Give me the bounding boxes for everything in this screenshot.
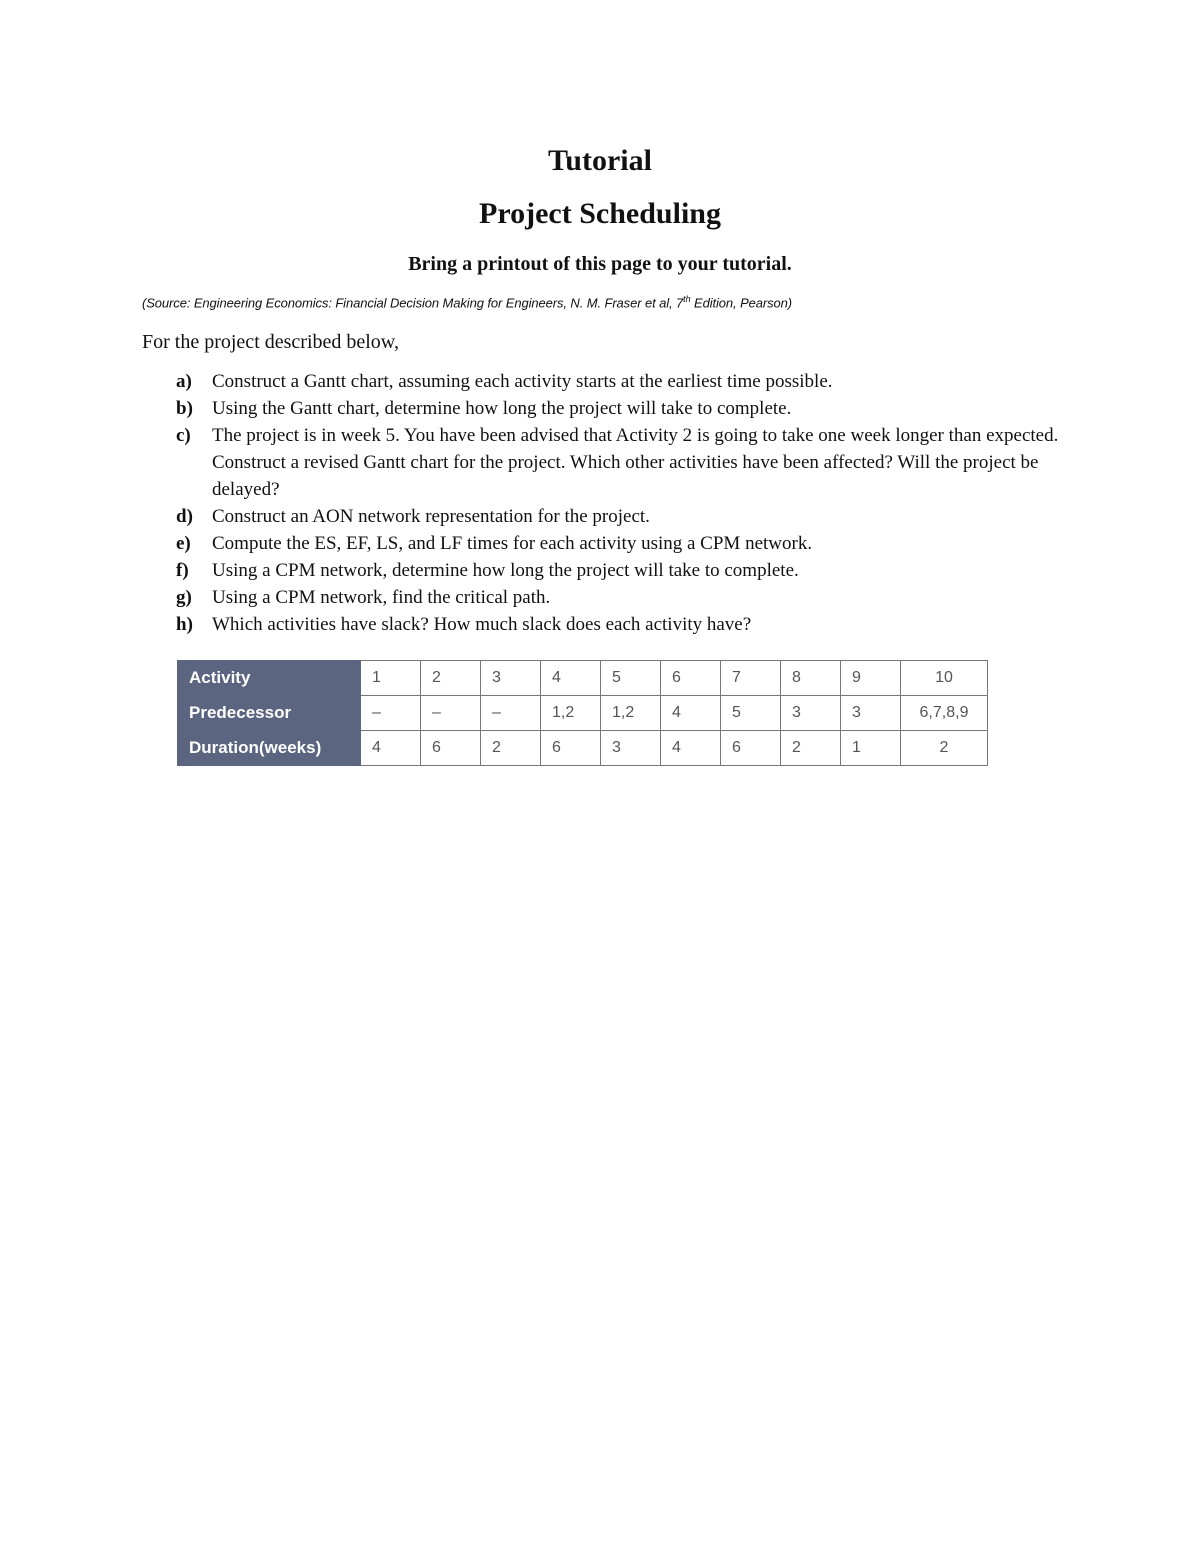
question-letter: g) — [176, 587, 192, 608]
page-title: Tutorial — [548, 144, 652, 177]
question-text: Using the Gantt chart, determine how long the project will take to complete. — [212, 398, 792, 419]
table-cell: 1 — [841, 731, 901, 766]
table-row-predecessor — [178, 696, 988, 731]
table-cell: 6 — [541, 731, 601, 766]
table-cell: 2 — [781, 731, 841, 766]
source-text-end: Edition, Pearson) — [690, 295, 793, 311]
table-cell: 6,7,8,9 — [901, 696, 988, 731]
page-subtitle: Project Scheduling — [479, 197, 721, 230]
table-row-activity — [178, 661, 988, 696]
question-text: The project is in week 5. You have been advised that Activity 2 is going to take one week longer than expected. Construct a revised Gantt chart for the project. Which other activities have been affected? Will the project be delayed? — [212, 425, 1059, 500]
table-cell: 6 — [661, 661, 721, 696]
source-superscript: th — [683, 294, 691, 304]
question-item — [176, 368, 1066, 395]
table-cell: 9 — [841, 661, 901, 696]
question-item — [176, 395, 1066, 422]
table-cell: 2 — [421, 661, 481, 696]
table-cell: 6 — [721, 731, 781, 766]
question-list — [176, 368, 1066, 638]
question-text: Which activities have slack? How much slack does each activity have? — [212, 614, 752, 635]
table-cell: 1,2 — [541, 696, 601, 731]
table-cell: – — [421, 696, 481, 731]
question-item — [176, 557, 1066, 584]
table-cell: 10 — [901, 661, 988, 696]
question-item — [176, 503, 1066, 530]
intro-text: For the project described below, — [142, 331, 399, 353]
table-cell: 4 — [361, 731, 421, 766]
question-letter: e) — [176, 533, 191, 554]
table-cell: 3 — [601, 731, 661, 766]
table-cell: 2 — [901, 731, 988, 766]
question-text: Using a CPM network, find the critical path. — [212, 587, 551, 608]
source-text: (Source: Engineering Economics: Financial Decision Making for Engineers, N. M. Fraser et al, 7 — [142, 295, 684, 311]
question-letter: d) — [176, 506, 193, 527]
table-cell: 8 — [781, 661, 841, 696]
table-cell: 3 — [481, 661, 541, 696]
table-cell: – — [361, 696, 421, 731]
table-cell: 4 — [661, 696, 721, 731]
question-text: Using a CPM network, determine how long the project will take to complete. — [212, 560, 799, 581]
table-cell: 5 — [601, 661, 661, 696]
table-cell: 1 — [361, 661, 421, 696]
row-header: Predecessor — [178, 696, 361, 731]
question-letter: h) — [176, 614, 193, 635]
question-text: Compute the ES, EF, LS, and LF times for each activity using a CPM network. — [212, 533, 813, 554]
table-cell: 1,2 — [601, 696, 661, 731]
question-letter: c) — [176, 425, 191, 446]
table-cell: 4 — [541, 661, 601, 696]
table-cell: 5 — [721, 696, 781, 731]
table-cell: 6 — [421, 731, 481, 766]
question-item — [176, 584, 1066, 611]
table-row-duration — [178, 731, 988, 766]
question-letter: a) — [176, 371, 192, 392]
activity-table — [177, 660, 988, 766]
question-letter: f) — [176, 560, 189, 581]
table-cell: – — [481, 696, 541, 731]
question-item — [176, 422, 1066, 503]
table-cell: 2 — [481, 731, 541, 766]
table-cell: 7 — [721, 661, 781, 696]
question-text: Construct an AON network representation for the project. — [212, 506, 650, 527]
question-text: Construct a Gantt chart, assuming each activity starts at the earliest time possible. — [212, 371, 833, 392]
question-item — [176, 611, 1066, 638]
row-header: Activity — [178, 661, 361, 696]
source-citation — [142, 294, 792, 310]
question-item — [176, 530, 1066, 557]
table-cell: 4 — [661, 731, 721, 766]
question-letter: b) — [176, 398, 193, 419]
row-header: Duration(weeks) — [178, 731, 361, 766]
table-cell: 3 — [781, 696, 841, 731]
table-cell: 3 — [841, 696, 901, 731]
instruction-text: Bring a printout of this page to your tutorial. — [408, 253, 792, 275]
